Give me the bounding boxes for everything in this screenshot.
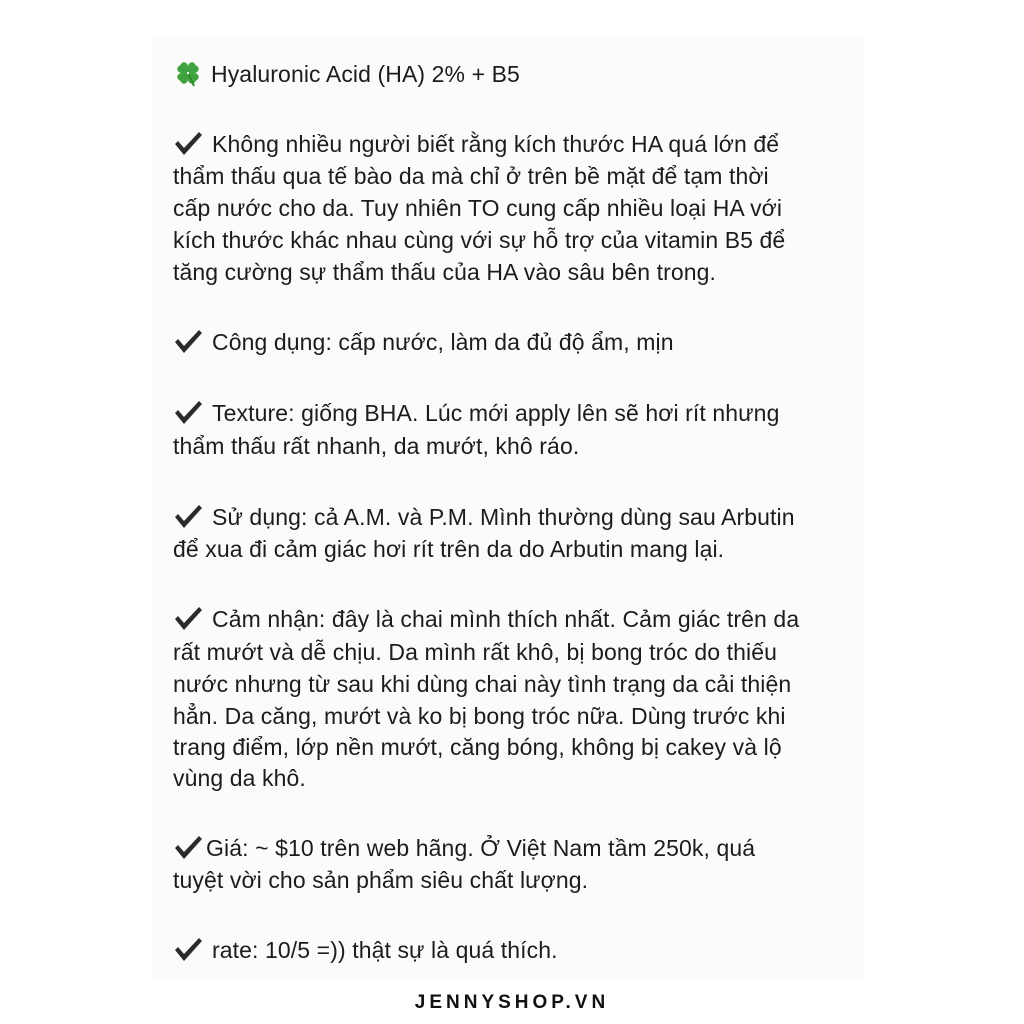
impression-line-5: trang điểm, lớp nền mướt, căng bóng, không bị cakey và lộ [173,734,782,760]
title-text: Hyaluronic Acid (HA) 2% + B5 [211,61,520,87]
check-mark-icon [173,399,203,425]
impression-line-6: vùng da khô. [173,765,306,791]
impression-line-3: nước nhưng từ sau khi dùng chai này tình trạng da cải thiện [173,671,792,697]
check-mark-icon [173,605,203,631]
price-line-1: Giá: ~ $10 trên web hãng. Ở Việt Nam tầm 250k, quá [173,832,755,864]
review-title [173,58,520,90]
usage-line-2: để xua đi cảm giác hơi rít trên da do Arbutin mang lại. [173,536,725,562]
texture-line-1: Texture: giống BHA. Lúc mới apply lên sẽ hơi rít nhưng [173,397,779,429]
intro-line-4: kích thước khác nhau cùng với sự hỗ trợ của vitamin B5 để [173,227,786,253]
texture-line-2: thẩm thấu rất nhanh, da mướt, khô ráo. [173,433,580,459]
check-mark-icon [173,503,203,529]
intro-line-3: cấp nước cho da. Tuy nhiên TO cung cấp nhiều loại HA với [173,195,783,221]
intro-line-1: Không nhiều người biết rằng kích thước HA quá lớn để [173,128,779,160]
impression-line-1: Cảm nhận: đây là chai mình thích nhất. Cảm giác trên da [173,603,799,635]
intro-line-5: tăng cường sự thẩm thấu của HA vào sâu bên trong. [173,259,717,285]
check-mark-icon [173,834,203,860]
intro-line-2: thẩm thấu qua tế bào da mà chỉ ở trên bề mặt để tạm thời [173,163,769,189]
impression-line-2: rất mướt và dễ chịu. Da mình rất khô, bị bong tróc do thiếu [173,639,778,665]
check-mark-icon [173,130,203,156]
uses-line-1: Công dụng: cấp nước, làm da đủ độ ẩm, mịn [173,326,674,358]
clover-icon [173,58,203,88]
price-line-2: tuyệt vời cho sản phẩm siêu chất lượng. [173,867,589,893]
check-mark-icon [173,936,203,962]
impression-line-4: hẳn. Da căng, mướt và ko bị bong tróc nữa. Dùng trước khi [173,703,786,729]
shop-watermark: JENNYSHOP.VN [414,992,610,1013]
rate-line-1: rate: 10/5 =)) thật sự là quá thích. [173,934,558,966]
usage-line-1: Sử dụng: cả A.M. và P.M. Mình thường dùng sau Arbutin [173,501,795,533]
check-mark-icon [173,328,203,354]
